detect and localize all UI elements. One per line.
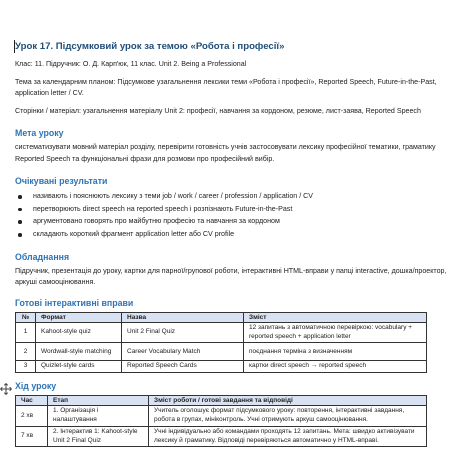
table-header-cell: Формат xyxy=(36,312,122,322)
lesson-topic: Тема за календарним планом: Підсумкове узагальнення лексики теми «Робота і професії», Reported Speech, Future-in-the-Past, application letter / CV. xyxy=(15,77,437,97)
table-row xyxy=(16,426,427,447)
table-header-cell: № xyxy=(16,312,36,322)
list-item: називають і пояснюють лексику з теми job / work / career / profession / application / CV xyxy=(15,190,455,203)
table-cell: Career Vocabulary Match xyxy=(122,343,244,361)
table-cell: Unit 2 Final Quiz xyxy=(122,322,244,343)
equipment-heading: Обладнання xyxy=(15,251,70,262)
table-cell: 2 xyxy=(16,343,36,361)
table-row xyxy=(16,406,427,427)
table-cell: Kahoot-style quiz xyxy=(36,322,122,343)
document-page xyxy=(15,40,455,447)
document-title: Урок 17. Підсумковий урок за темою «Робота і професії» xyxy=(15,41,285,52)
lesson-flow-heading: Хід уроку xyxy=(15,381,57,392)
table-row xyxy=(16,343,427,361)
list-item: перетворюють direct speech на reported speech і розпізнають Future-in-the-Past xyxy=(15,203,455,216)
lesson-meta: Клас: 11. Підручник: О. Д. Карп'юк, 11 клас. Unit 2. Being a Professional xyxy=(15,60,247,68)
table-cell: поєднання терміна з визначенням xyxy=(244,343,427,361)
table-header-cell: Етап xyxy=(48,396,149,406)
table-cell: 12 запитань з автоматичною перевіркою: vocabulary + reported speech + application letter xyxy=(244,322,427,343)
lesson-flow-table xyxy=(15,395,427,447)
table-cell: Учитель оголошує формат підсумкового уроку: повторення, інтерактивні завдання, робота в групах, мініконтроль. Учні отримують аркуш самооцінювання. xyxy=(149,406,427,427)
table-row xyxy=(16,361,427,373)
ready-exercises-table xyxy=(15,312,427,373)
table-header-cell: Зміст xyxy=(244,312,427,322)
table-header-cell: Назва xyxy=(122,312,244,322)
goal-text: систематизувати мовний матеріал розділу, перевірити готовність учнів застосовувати лексику професійної тематики, граматику Reported Speech та функціональні фрази для розмови про професійний вибір. xyxy=(15,143,436,163)
lesson-pages: Сторінки / матеріал: узагальнення матеріалу Unit 2: професії, навчання за кордоном, резюме, лист-заява, Reported Speech xyxy=(15,106,421,115)
table-cell: Учні індивідуально або командами проходять 12 запитань. Мета: швидко активізувати лексику й граматику. Відповіді перевіряються автоматично у HTML-вправі. xyxy=(149,426,427,447)
results-heading: Очікувані результати xyxy=(15,176,108,186)
table-cell: 2 хв xyxy=(16,406,48,427)
goal-heading: Мета уроку xyxy=(15,128,64,138)
table-cell: 1 xyxy=(16,322,36,343)
table-cell: картки direct speech → reported speech xyxy=(244,361,427,373)
table-cell: 2. Інтерактив 1: Kahoot-style Unit 2 Final Quiz xyxy=(48,426,149,447)
results-list xyxy=(15,190,455,241)
equipment-text: Підручник, презентація до уроку, картки для парної/групової роботи, інтерактивні HTML-вправи у папці interactive, дошка/проектор, аркуші самооцінювання. xyxy=(15,266,447,287)
table-cell: 3 xyxy=(16,361,36,373)
table-row xyxy=(16,322,427,343)
list-item: аргументовано говорять про майбутню професію та навчання за кордоном xyxy=(15,215,455,228)
table-header-cell: Зміст роботи / готові завдання та відповіді xyxy=(149,396,427,406)
ready-exercises-heading: Готові інтерактивні вправи xyxy=(15,297,134,308)
move-handle-icon[interactable] xyxy=(0,382,12,396)
table-cell: 7 хв xyxy=(16,426,48,447)
table-cell: Reported Speech Cards xyxy=(122,361,244,373)
table-cell: Quizlet-style cards xyxy=(36,361,122,373)
list-item: складають короткий фрагмент application letter або CV profile xyxy=(15,228,455,241)
table-cell: 1. Організація і налаштування xyxy=(48,406,149,427)
table-header-cell: Час xyxy=(16,396,48,406)
table-cell: Wordwall-style matching xyxy=(36,343,122,361)
